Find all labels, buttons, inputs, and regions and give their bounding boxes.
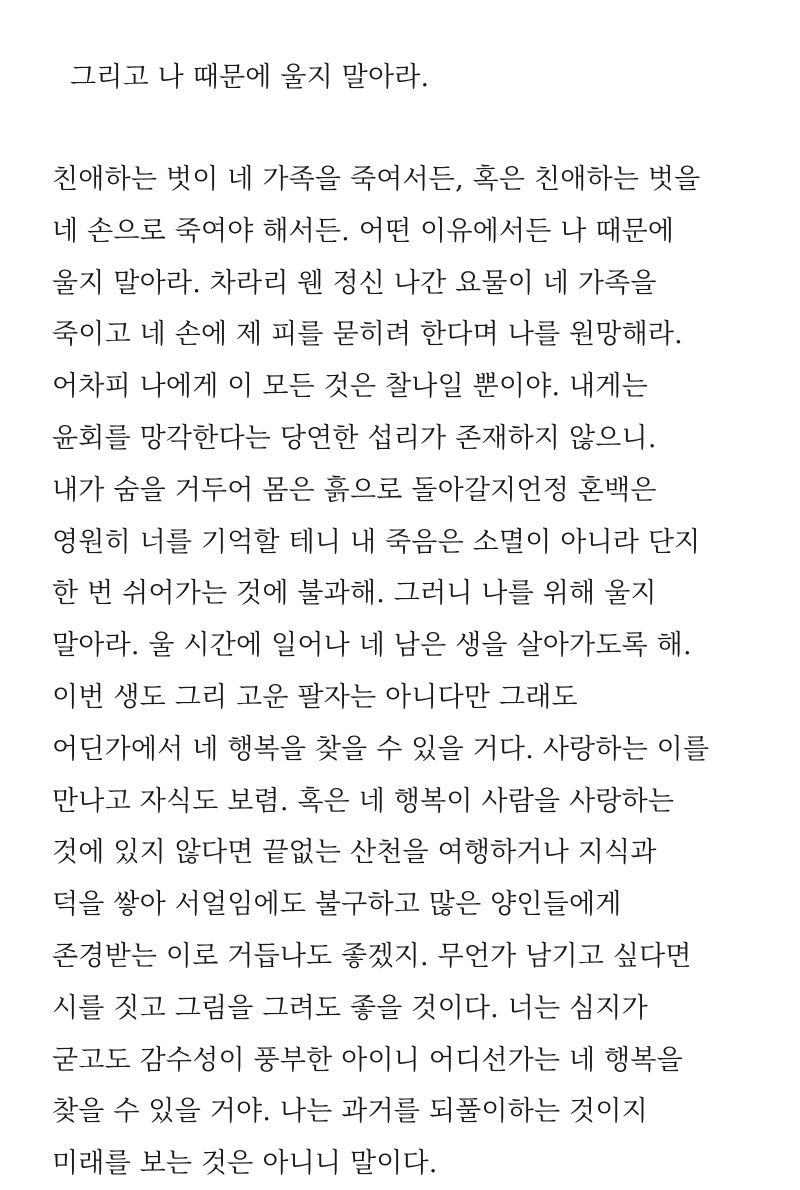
text-line: 죽이고 네 손에 제 피를 묻히려 한다며 나를 원망해라. (52, 319, 683, 351)
text-line: 네 손으로 죽여야 해서든. 어떤 이유에서든 나 때문에 (52, 215, 675, 247)
text-line: 친애하는 벗이 네 가족을 죽여서든, 혹은 친애하는 벗을 (52, 164, 701, 195)
text-line: 어딘가에서 네 행복을 찾을 수 있을 거다. 사랑하는 이를 (52, 733, 710, 765)
text-line: 찾을 수 있을 거야. 나는 과거를 되풀이하는 것이지 (52, 1096, 648, 1128)
opening-line: 그리고 나 때문에 울지 말아라. (70, 62, 430, 93)
text-line: 것에 있지 않다면 끝없는 산천을 여행하거나 지식과 (52, 837, 657, 869)
text-line: 존경받는 이로 거듭나도 좋겠지. 무언가 남기고 싶다면 (52, 940, 692, 972)
text-line: 이번 생도 그리 고운 팔자는 아니다만 그래도 (52, 681, 578, 713)
text-line: 만나고 자식도 보렴. 혹은 네 행복이 사람을 사랑하는 (52, 785, 675, 817)
text-line: 시를 짓고 그림을 그려도 좋을 것이다. 너는 심지가 (52, 992, 648, 1024)
text-line: 한 번 쉬어가는 것에 불과해. 그러니 나를 위해 울지 (52, 578, 657, 610)
text-line: 내가 숨을 거두어 몸은 흙으로 돌아갈지언정 혼백은 (52, 474, 657, 506)
text-line: 윤회를 망각한다는 당연한 섭리가 존재하지 않으니. (52, 422, 657, 454)
text-line: 굳고도 감수성이 풍부한 아이니 어디선가는 네 행복을 (52, 1044, 683, 1076)
body-paragraph (52, 154, 792, 1190)
text-line: 덕을 쌓아 서얼임에도 불구하고 많은 양인들에게 (52, 889, 622, 921)
text-line: 영원히 너를 기억할 테니 내 죽음은 소멸이 아니라 단지 (52, 526, 701, 558)
text-line: 말아라. 울 시간에 일어나 네 남은 생을 살아가도록 해. (52, 630, 692, 662)
text-line: 울지 말아라. 차라리 웬 정신 나간 요물이 네 가족을 (52, 267, 657, 299)
text-line: 미래를 보는 것은 아니니 말이다. (52, 1148, 438, 1180)
text-line: 어차피 나에게 이 모든 것은 찰나일 뿐이야. 내게는 (52, 371, 648, 403)
